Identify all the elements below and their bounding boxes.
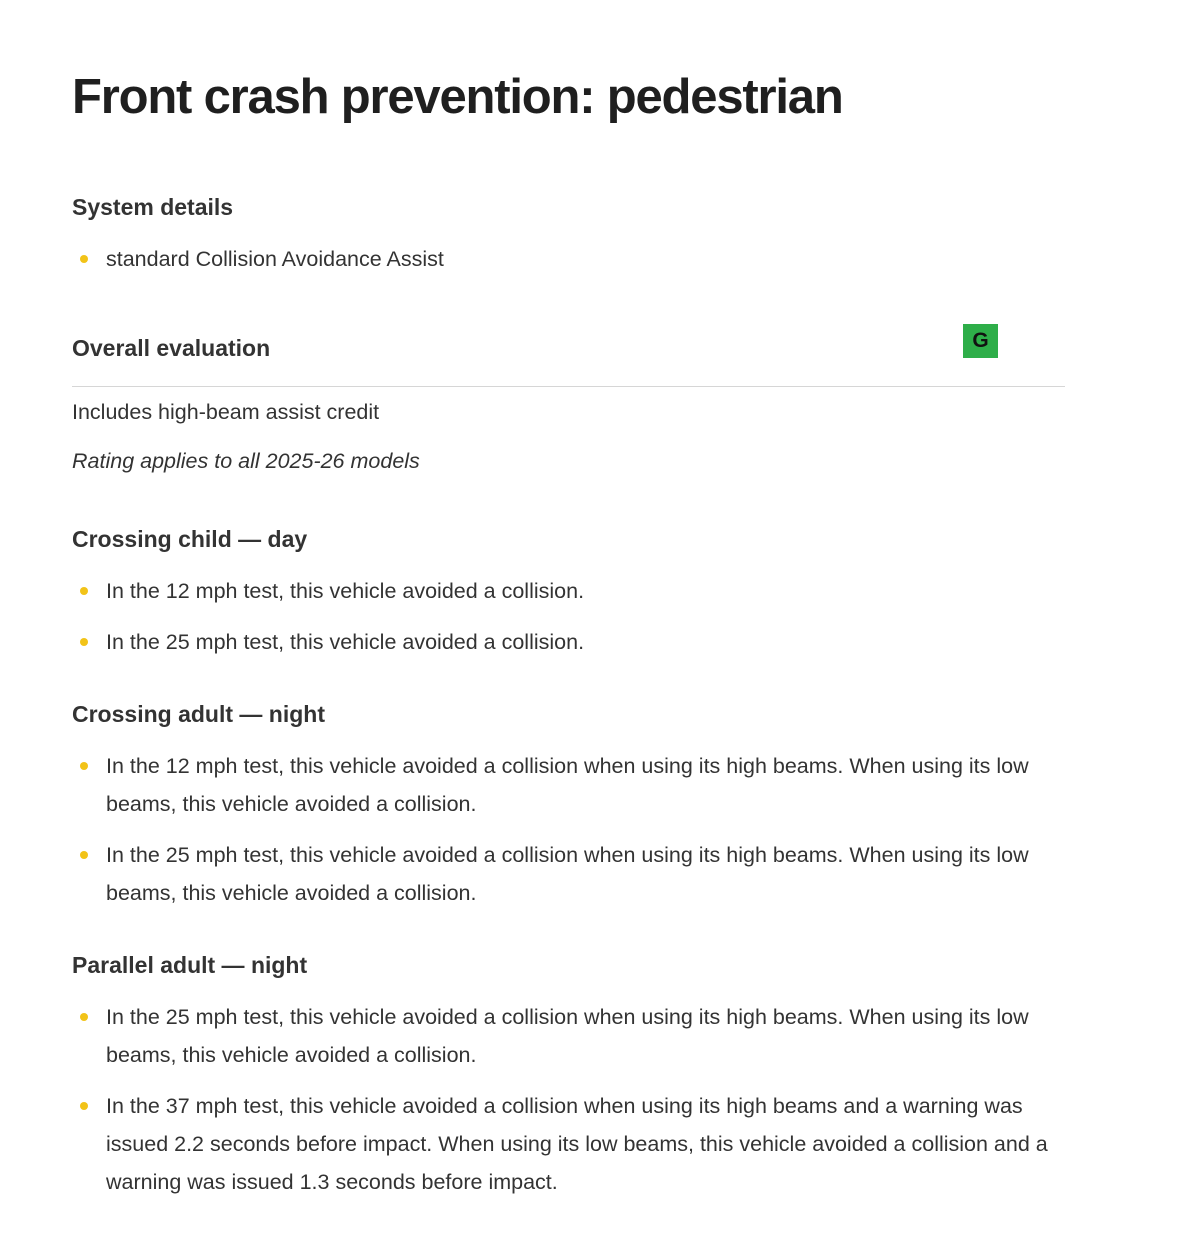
high-beam-credit-note: Includes high-beam assist credit — [72, 400, 380, 424]
list-item — [72, 1087, 1065, 1201]
list-item — [72, 836, 1065, 912]
crossing-child-day-list — [72, 572, 1065, 661]
bullet-icon — [80, 1102, 88, 1110]
bullet-icon — [80, 1013, 88, 1021]
system-detail-text: standard Collision Avoidance Assist — [106, 247, 444, 271]
overall-evaluation-heading: Overall evaluation — [72, 335, 271, 361]
result-text: In the 37 mph test, this vehicle avoided a collision when using its high beams and a warning was issued 2.2 seconds before impact. When using its low beams, this vehicle avoided a collision and a warning was issued 1.3 seconds before impact. — [106, 1094, 1048, 1194]
divider — [72, 386, 1065, 387]
crossing-child-day-heading: Crossing child — day — [72, 526, 308, 552]
bullet-icon — [80, 638, 88, 646]
result-text: In the 12 mph test, this vehicle avoided a collision when using its high beams. When using its low beams, this vehicle avoided a collision. — [106, 754, 1029, 816]
list-item — [72, 240, 1065, 278]
result-text: In the 12 mph test, this vehicle avoided a collision. — [106, 579, 585, 603]
bullet-icon — [80, 255, 88, 263]
page-title: Front crash prevention: pedestrian — [72, 70, 843, 124]
rating-applies-note: Rating applies to all 2025-26 models — [72, 449, 420, 473]
list-item — [72, 998, 1065, 1074]
rating-badge: G — [963, 324, 998, 358]
system-details-heading: System details — [72, 194, 234, 220]
list-item — [72, 623, 1065, 661]
parallel-adult-night-heading: Parallel adult — night — [72, 952, 308, 978]
system-details-list — [72, 240, 1065, 278]
bullet-icon — [80, 851, 88, 859]
result-text: In the 25 mph test, this vehicle avoided a collision. — [106, 630, 585, 654]
result-text: In the 25 mph test, this vehicle avoided a collision when using its high beams. When using its low beams, this vehicle avoided a collision. — [106, 1005, 1029, 1067]
bullet-icon — [80, 762, 88, 770]
list-item — [72, 572, 1065, 610]
list-item — [72, 747, 1065, 823]
result-text: In the 25 mph test, this vehicle avoided a collision when using its high beams. When using its low beams, this vehicle avoided a collision. — [106, 843, 1029, 905]
crossing-adult-night-heading: Crossing adult — night — [72, 701, 325, 727]
crossing-adult-night-list — [72, 747, 1065, 912]
parallel-adult-night-list — [72, 998, 1065, 1201]
bullet-icon — [80, 587, 88, 595]
